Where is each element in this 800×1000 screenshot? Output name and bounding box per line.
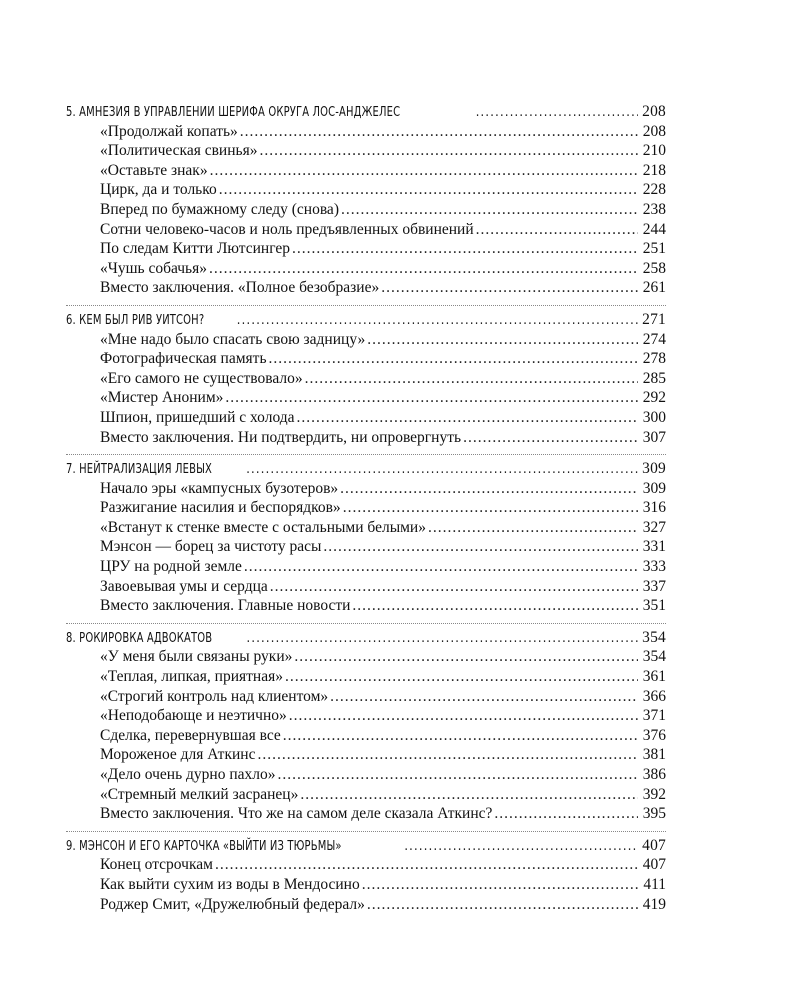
dot-leader [289,706,638,726]
section-title: «Мистер Аноним» [100,389,224,407]
section-entry [66,804,666,824]
page-number: 407 [642,856,666,874]
page-number: 258 [642,259,666,277]
section-title: «Встанут к стенке вместе с остальными белыми» [100,518,426,536]
section-entry [66,200,666,220]
dot-leader [323,537,638,557]
section-entry [66,278,666,298]
section-entry [66,141,666,161]
chapter-block [66,623,666,824]
page-number: 208 [642,103,666,120]
section-title: По следам Китти Лютсингер [100,240,291,258]
section-entry [66,577,666,597]
dot-leader [283,726,638,746]
dot-leader [343,498,638,518]
dot-leader [297,408,638,428]
dot-leader [215,855,638,875]
chapter-title: 6. КЕМ БЫЛ РИВ УИТСОН? [66,311,205,328]
section-entry [66,180,666,200]
dot-leader [476,103,638,123]
page-number: 327 [642,518,666,536]
section-entry [66,388,666,408]
section-title: Вместо заключения. Ни подтвердить, ни опровергнуть [100,428,462,446]
section-entry [66,330,666,350]
page-number: 361 [642,668,666,686]
section-entry [66,765,666,785]
section-entry [66,745,666,765]
dot-leader [259,141,638,161]
section-title: Разжигание насилия и беспорядков» [100,499,341,517]
section-entry [66,855,666,875]
section-title: Сотни человеко-часов и ноль предъявленных обвинений [100,220,474,238]
page-number: 271 [642,310,666,328]
page-number: 351 [642,597,666,615]
section-entry [66,220,666,240]
chapter-heading [66,102,666,122]
page-number: 386 [642,766,666,783]
page-number: 292 [642,389,666,407]
section-title: «Чушь собачья» [100,259,207,277]
page-number: 244 [642,220,666,238]
section-entry [66,161,666,181]
section-entry [66,259,666,279]
section-title: «Дело очень дурно пахло» [100,766,276,783]
page-number: 208 [642,122,666,140]
dot-leader [269,349,638,369]
dot-leader [428,518,638,538]
section-title: Как выйти сухим из воды в Мендосино [100,875,360,893]
dot-leader [246,629,638,649]
section-entry [66,122,666,142]
section-entry [66,408,666,428]
dot-leader [381,278,638,298]
page-number: 316 [642,499,666,517]
dot-leader [237,311,638,331]
page-number: 285 [642,369,666,387]
chapter-title: 8. РОКИРОВКА АДВОКАТОВ [66,629,213,646]
section-entry [66,687,666,707]
dot-leader [341,200,638,220]
section-title: Фотографическая память [100,350,267,368]
page-number: 238 [642,200,666,218]
dot-leader [494,804,638,824]
section-title: Конец отсрочкам [100,856,213,874]
dot-leader [300,785,638,805]
section-entry [66,667,666,687]
page-number: 331 [642,538,666,556]
page-number: 337 [642,577,666,595]
section-entry [66,596,666,616]
page-number: 381 [642,746,666,764]
dot-leader [277,765,638,785]
dot-leader [294,647,638,667]
page-number: 261 [642,279,666,297]
section-title: Вместо заключения. Что же на самом деле сказала Аткинс? [100,805,493,823]
section-entry [66,498,666,518]
section-title: Шпион, пришедший с холода [100,408,295,426]
section-entry [66,479,666,499]
page-number: 309 [642,479,666,497]
dot-leader [330,687,638,707]
page-number: 354 [642,648,666,666]
section-title: Вперед по бумажному следу (снова) [100,200,339,218]
dot-leader [209,259,638,279]
page-number: 371 [642,707,666,725]
section-title: Вместо заключения. Главные новости [100,597,351,615]
page-number: 309 [642,460,666,478]
section-title: «У меня были связаны руки» [100,648,293,666]
section-title: «Оставьте знак» [100,161,208,179]
page-number: 307 [642,428,666,446]
page-number: 354 [642,628,666,646]
dot-leader [352,596,638,616]
section-entry [66,875,666,895]
chapter-title: 5. АМНЕЗИЯ В УПРАВЛЕНИИ ШЕРИФА ОКРУГА ЛОС-АНДЖЕЛЕС [66,104,401,120]
section-entry [66,239,666,259]
chapter-block [66,831,666,914]
section-title: «Стремный мелкий засранец» [100,785,299,803]
section-title: Мороженое для Аткинс [100,746,256,764]
chapter-title: 9. МЭНСОН И ЕГО КАРТОЧКА «ВЫЙТИ ИЗ ТЮРЬМЫ» [66,837,342,854]
section-entry [66,518,666,538]
section-title: «Политическая свинья» [100,142,258,160]
dot-leader [340,479,638,499]
page-number: 218 [642,161,666,179]
section-title: «Его самого не существовало» [100,369,303,387]
chapter-heading [66,310,666,330]
section-title: «Мне надо было спасать свою задницу» [100,330,366,348]
section-title: Вместо заключения. «Полное безобразие» [100,279,380,297]
section-title: Сделка, перевернувшая все [100,726,281,744]
page-number: 228 [642,181,666,199]
section-entry [66,428,666,448]
chapter-title: 7. НЕЙТРАЛИЗАЦИЯ ЛЕВЫХ [66,461,213,478]
dot-leader [240,122,638,142]
page-number: 333 [642,558,666,576]
table-of-contents [66,102,666,921]
page-number: 300 [642,408,666,426]
page-number: 210 [642,142,666,160]
page-number: 278 [642,350,666,368]
section-entry [66,349,666,369]
section-entry [66,647,666,667]
section-title: Роджер Смит, «Дружелюбный федерал» [100,895,365,913]
dot-leader [210,161,638,181]
page-number: 407 [642,836,666,854]
dot-leader [367,895,638,915]
page-number: 274 [642,330,666,348]
chapter-heading [66,628,666,648]
dot-leader [367,330,638,350]
page-number: 251 [642,240,666,258]
section-entry [66,895,666,915]
dot-leader [270,577,638,597]
dot-leader [219,180,638,200]
chapter-block [66,454,666,616]
section-entry [66,785,666,805]
chapter-heading [66,459,666,479]
section-entry [66,557,666,577]
section-entry [66,706,666,726]
section-title: «Строгий контроль над клиентом» [100,687,329,705]
chapter-block [66,305,666,447]
section-title: Мэнсон — борец за чистоту расы [100,538,322,556]
section-entry [66,726,666,746]
section-title: ЦРУ на родной земле [100,558,242,576]
section-title: «Продолжай копать» [100,122,238,140]
section-title: Цирк, да и только [100,181,217,199]
page-number: 366 [642,687,666,705]
dot-leader [246,460,638,480]
section-title: «Теплая, липкая, приятная» [100,668,283,686]
chapter-block [66,102,666,298]
page-number: 392 [642,785,666,803]
dot-leader [225,388,638,408]
dot-leader [463,428,638,448]
dot-leader [476,220,638,240]
page-number: 411 [643,875,666,893]
dot-leader [362,875,638,895]
page-number: 419 [642,895,666,913]
dot-leader [305,369,638,389]
page-number: 376 [642,726,666,744]
dot-leader [257,745,638,765]
section-title: Завоевывая умы и сердца [100,577,268,595]
section-title: Начало эры «кампусных бузотеров» [100,479,339,497]
chapter-heading [66,836,666,856]
section-entry [66,369,666,389]
dot-leader [285,667,638,687]
section-entry [66,537,666,557]
page-number: 395 [642,805,666,823]
section-title: «Неподобающе и неэтично» [100,707,287,725]
dot-leader [244,557,638,577]
dot-leader [404,837,638,857]
dot-leader [292,239,638,259]
